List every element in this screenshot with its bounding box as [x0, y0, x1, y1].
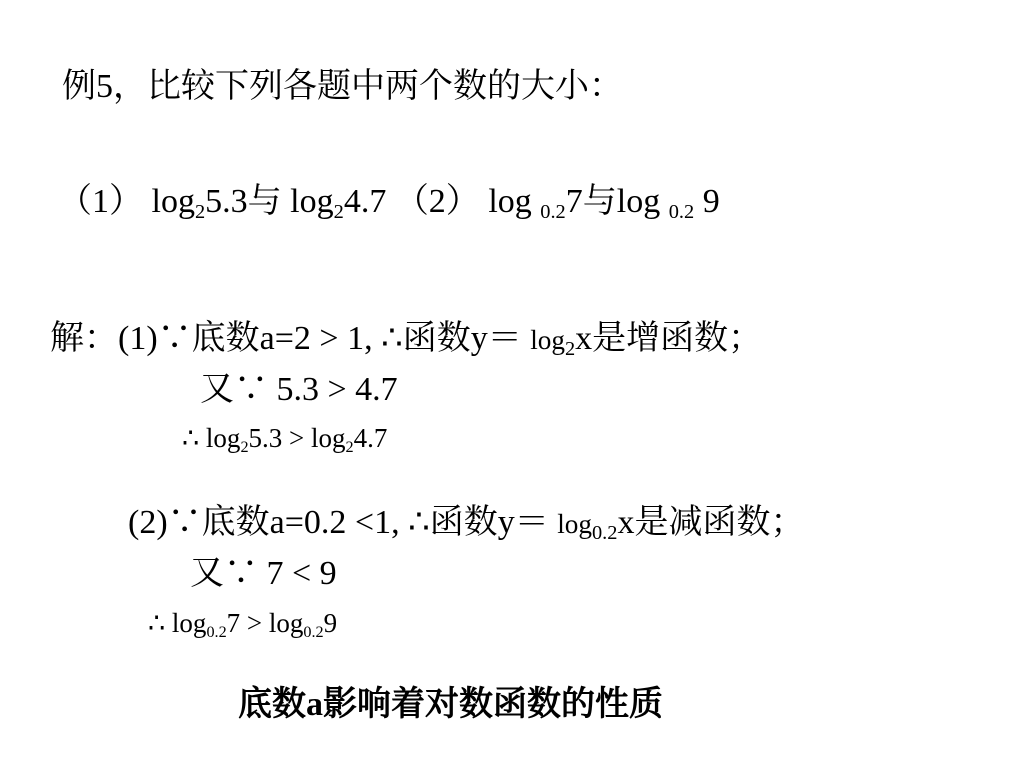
solution-2-premise	[128, 504, 805, 545]
solution-2-result-base-b: 0.2	[303, 622, 324, 641]
problem-1-and: 与	[247, 183, 282, 220]
conclusion-text: 底数a影响着对数函数的性质	[238, 686, 663, 723]
solution-2-result-pre: ∴ log	[148, 608, 207, 638]
solution-1-premise	[50, 320, 763, 361]
solution-1-prefix: 解：(1)∵底数a=2 > 1, ∴函数y＝	[50, 320, 522, 357]
example-title: 例5，比较下列各题中两个数的大小：	[62, 68, 623, 105]
problem-1-arg-a: 5.3	[205, 183, 248, 220]
solution-2-prefix: (2)∵底数a=0.2 <1, ∴函数y＝	[128, 504, 549, 541]
solution-1-result	[182, 423, 388, 456]
solution-1-result-pre: ∴ log	[182, 423, 241, 453]
problem-1-log-a: log	[151, 183, 195, 220]
solution-1-func-log: log	[530, 325, 565, 355]
problem-2-arg-a: 7	[565, 183, 583, 220]
solution-1-result-base-a: 2	[240, 437, 249, 456]
problem-2-log-a: log	[488, 183, 532, 220]
problem-1-log-b: log	[290, 183, 334, 220]
problem-2-base-b: 0.2	[668, 201, 695, 224]
solution-2-result-mid: 7 > log	[226, 608, 304, 638]
problem-1-base-b: 2	[333, 201, 344, 224]
problem-2-base-a: 0.2	[540, 201, 566, 224]
solution-2-comparison: 又∵ 7 < 9	[190, 555, 337, 592]
solution-1-func-base: 2	[564, 338, 576, 361]
problem-statement	[58, 183, 720, 224]
solution-2-result	[148, 608, 338, 641]
solution-1-suffix: x是增函数；	[575, 320, 763, 357]
problem-1-arg-b: 4.7	[343, 183, 387, 220]
solution-1-result-mid: 5.3 > log	[248, 423, 346, 453]
problem-2-arg-b: 9	[702, 183, 720, 220]
solution-2-result-end: 9	[323, 608, 338, 638]
solution-2-func-base: 0.2	[591, 522, 618, 545]
problem-2-label: （2）	[394, 183, 480, 220]
solution-1-result-end: 4.7	[353, 423, 388, 453]
solution-1-result-base-b: 2	[345, 437, 354, 456]
solution-2-func-log: log	[557, 509, 592, 539]
problem-2-and: 与	[582, 183, 617, 220]
problem-1-base-a: 2	[194, 201, 206, 224]
solution-2-result-base-a: 0.2	[206, 622, 227, 641]
solution-1-comparison: 又∵ 5.3 > 4.7	[200, 371, 398, 408]
solution-2-suffix: x是减函数；	[617, 504, 805, 541]
problem-1-label: （1）	[58, 183, 143, 220]
problem-2-log-b: log	[616, 183, 661, 220]
